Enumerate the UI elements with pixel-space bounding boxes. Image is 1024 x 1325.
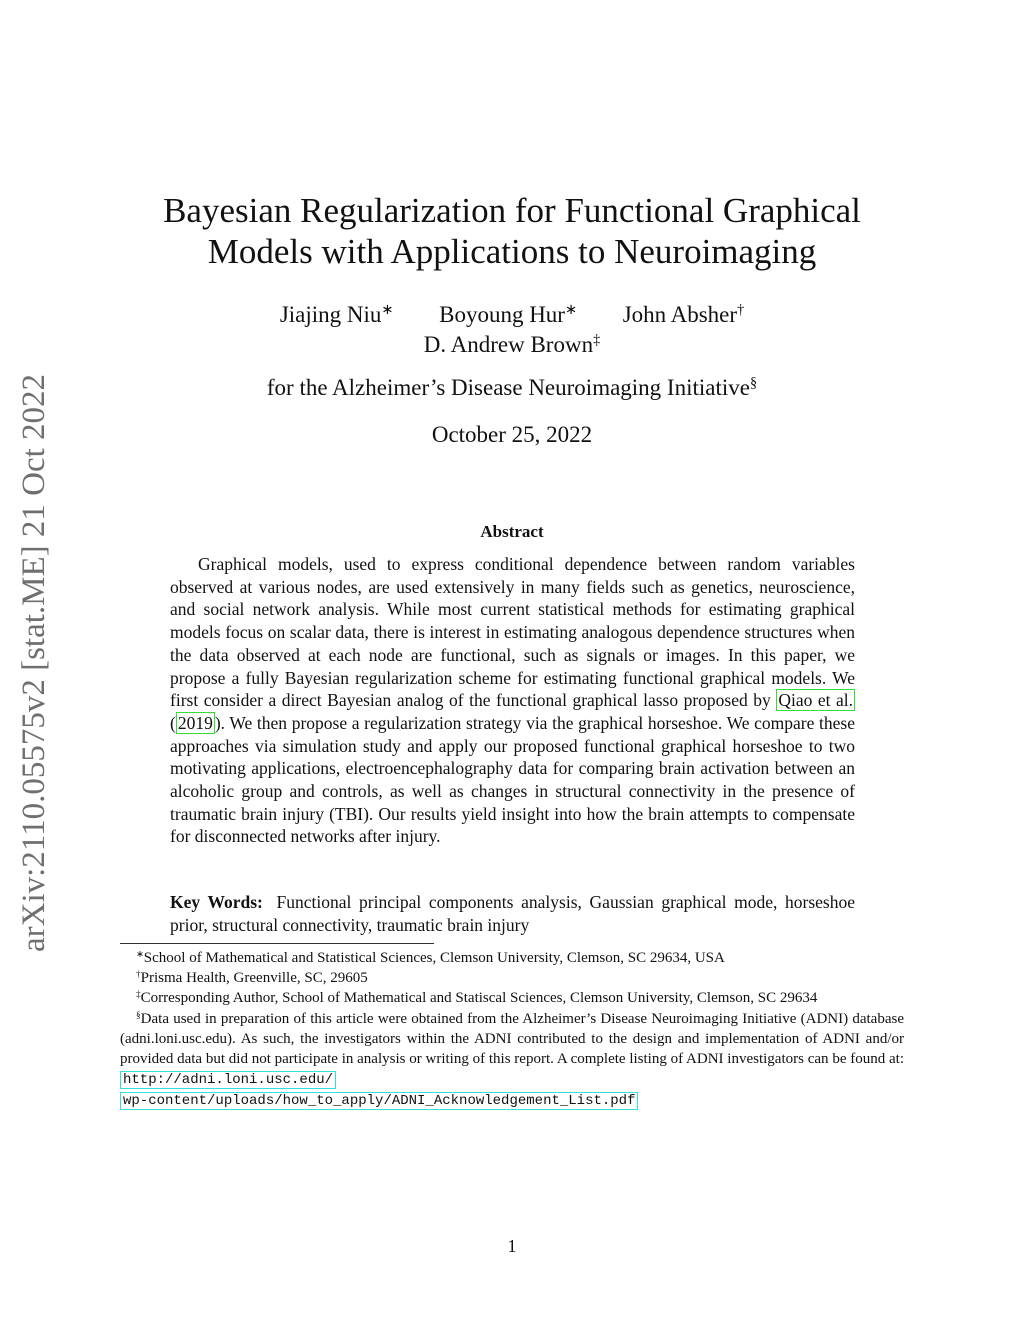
paper-date: October 25, 2022 xyxy=(431,422,593,447)
author-4 xyxy=(424,332,600,357)
arxiv-identifier-stamp: arXiv:2110.05575v2 [stat.ME] 21 Oct 2022 xyxy=(16,373,52,952)
author-name: Boyoung Hur xyxy=(439,302,565,327)
author-name: Jiajing Niu xyxy=(279,302,382,327)
footnote-text: Corresponding Author, School of Mathematical and Statiscal Sciences, Clemson University, Clemson, SC 29634 xyxy=(140,990,818,1007)
adni-url-link-part1[interactable]: http://adni.loni.usc.edu/ xyxy=(120,1071,336,1089)
page-number: 1 xyxy=(507,1236,517,1256)
citation-link-author[interactable]: Qiao et al. xyxy=(778,690,854,711)
footnote-text: Data used in preparation of this article were obtained from the Alzheimer’s Disease Neuroimaging Initiative (ADNI) database (adni.loni.usc.edu). As such, the investigators within the ADNI contributed to the design and implementation of ADNI and/or provided data but did not participate in analysis or writing of this report. A complete listing of ADNI investigators can be found at: xyxy=(120,1010,904,1068)
adni-url-link-part2[interactable]: wp-content/uploads/how_to_apply/ADNI_Acknowledgement_List.pdf xyxy=(120,1092,638,1110)
abstract-body: Graphical models, used to express conditional dependence between random variables observed at various nodes, are used extensively in many fields such as genetics, neuroscience, and social network analysis. While most current statistical methods for estimating graphical models focus on scalar data, there is interest in estimating analogous dependence structures when the data observed at each node are functional, such as signals or images. In this paper, we propose a fully Bayesian regularization scheme for estimating functional graphical models. We first consider a direct Bayesian analog of the functional graphical lasso proposed by Qiao et al. ( 2019 ). We then propose a regularization strategy via the graphical horseshoe. We compare these approaches via simulation study and apply our proposed functional graphical horseshoe to two motivating applications, electroencephalography data for comparing brain activation between an alcoholic group and controls, as well as changes in structural connectivity in the presence of traumatic brain injury (TBI). Our results yield insight into how the brain attempts to compensate for disconnected networks after injury. xyxy=(170,554,855,847)
footnote-3 xyxy=(120,988,904,1008)
consortium-text: for the Alzheimer’s Disease Neuroimaging Initiative xyxy=(266,375,750,400)
footnotes xyxy=(120,948,904,1112)
citation-link-year[interactable]: 2019 xyxy=(177,712,213,733)
footnote-mark: ‡ xyxy=(136,990,141,1001)
abstract-text-part2: We then propose a regularization strategy via the graphical horseshoe. We compare these approaches via simulation study and apply our proposed functional graphical horseshoe to two motivating applications, electroencephalography data for comparing brain activation between an alcoholic group and controls, as well as changes in structural connectivity in the presence of traumatic brain injury (TBI). Our results yield insight into how the brain attempts to compensate for disconnected networks after injury. xyxy=(170,712,855,847)
affiliation-mark: ∗ xyxy=(381,302,394,319)
author-3 xyxy=(623,302,745,327)
footnote-2 xyxy=(120,968,904,988)
footnote-mark: † xyxy=(136,970,141,981)
affiliation-mark: ‡ xyxy=(593,332,601,349)
author-name: John Absher xyxy=(622,302,738,327)
footnote-1 xyxy=(120,948,904,968)
consortium-line xyxy=(150,373,874,403)
keywords-label: Key Words: xyxy=(170,892,263,912)
affiliation-mark: † xyxy=(737,302,745,319)
keywords xyxy=(170,891,855,936)
author-1 xyxy=(280,302,394,327)
footnote-text: Prisma Health, Greenville, SC, 29605 xyxy=(140,970,368,987)
paper-title: Bayesian Regularization for Functional Graphical Models with Applications to Neuroimaging xyxy=(163,191,861,271)
footnote-text: School of Mathematical and Statistical Sciences, Clemson University, Clemson, SC 29634, USA xyxy=(143,950,725,966)
author-name: D. Andrew Brown xyxy=(423,332,594,357)
keywords-text: Functional principal components analysis, Gaussian graphical mode, horseshoe prior, structural connectivity, traumatic brain injury xyxy=(170,892,855,935)
author-2 xyxy=(439,302,577,327)
footnote-4 xyxy=(120,1009,904,1112)
consortium-mark: § xyxy=(749,375,758,392)
footnote-mark: ∗ xyxy=(136,949,144,960)
footnote-divider xyxy=(120,943,434,944)
affiliation-mark: ∗ xyxy=(564,302,577,319)
author-list xyxy=(150,300,874,360)
abstract-heading: Abstract xyxy=(480,522,544,541)
footnote-mark: § xyxy=(136,1010,141,1021)
abstract-text-part1: Graphical models, used to express conditional dependence between random variables observed at various nodes, are used extensively in many fields such as genetics, neuroscience, and social network analysis. While most current statistical methods for estimating graphical models focus on scalar data, there is interest in estimating analogous dependence structures when the data observed at each node are functional, such as signals or images. In this paper, we propose a fully Bayesian regularization scheme for estimating functional graphical models. We first consider a direct Bayesian analog of the functional graphical lasso proposed by xyxy=(170,554,855,711)
